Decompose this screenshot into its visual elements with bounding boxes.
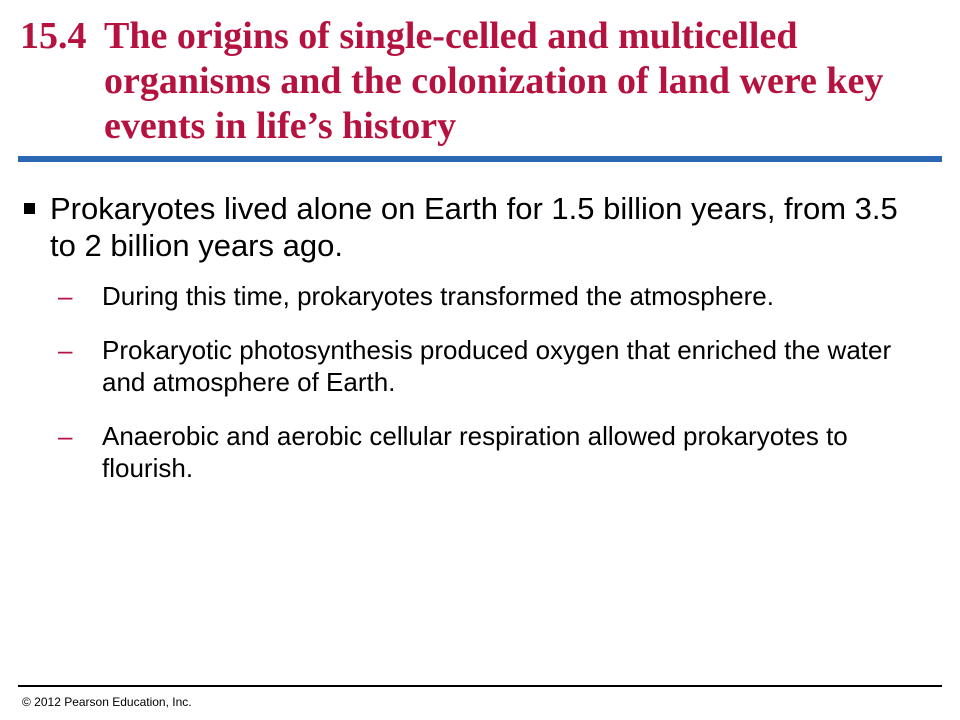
dash-bullet-icon: – xyxy=(58,281,73,311)
slide-title xyxy=(20,14,940,149)
main-bullet xyxy=(22,190,922,264)
sub-bullet-list xyxy=(22,280,922,484)
square-bullet-icon xyxy=(22,190,50,264)
sub-bullet xyxy=(22,334,922,398)
dash-bullet-icon: – xyxy=(58,421,73,451)
title-divider xyxy=(18,156,942,162)
slide-body xyxy=(22,190,922,506)
sub-bullet-text: Prokaryotic photosynthesis produced oxygen that enriched the water and atmosphere of Earth. xyxy=(102,335,892,397)
main-bullet-text: Prokaryotes lived alone on Earth for 1.5 billion years, from 3.5 to 2 billion years ago. xyxy=(50,191,898,263)
title-number: 15.4 xyxy=(20,15,87,57)
sub-bullet-text: During this time, prokaryotes transformed the atmosphere. xyxy=(102,281,774,311)
dash-bullet-icon: – xyxy=(58,335,73,365)
sub-bullet-text: Anaerobic and aerobic cellular respiration allowed prokaryotes to flourish. xyxy=(102,421,848,483)
sub-bullet xyxy=(22,420,922,484)
sub-bullet xyxy=(22,280,922,312)
copyright-footer: © 2012 Pearson Education, Inc. xyxy=(22,695,192,709)
title-text: The origins of single-celled and multicelled organisms and the colonization of land were key events in life’s history xyxy=(104,15,884,147)
footer-divider xyxy=(18,685,942,687)
